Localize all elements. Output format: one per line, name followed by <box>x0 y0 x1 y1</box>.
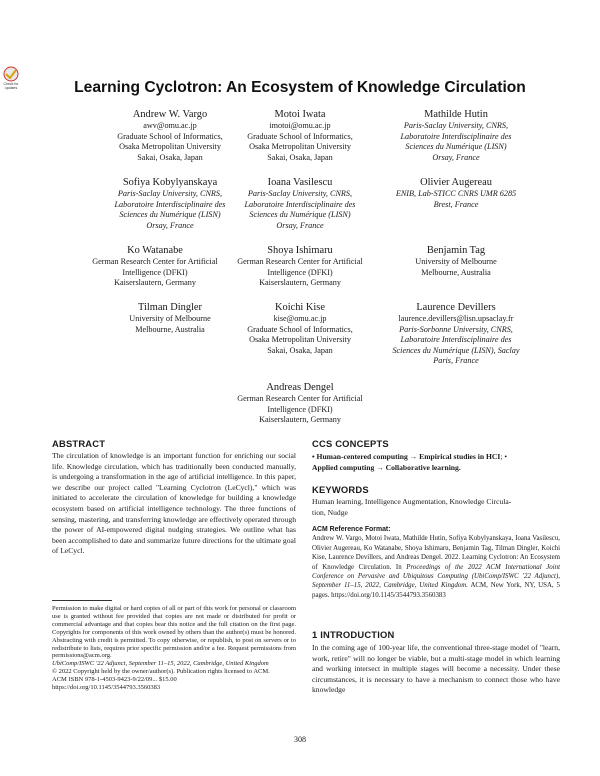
author-name: Laurence Devillers <box>416 302 496 313</box>
author-email[interactable]: imotoi@omu.ac.jp <box>269 121 331 130</box>
reference-authors: Andrew W. Vargo, Motoi Iwata, Mathilde Hutin, Sofiya Kobylyanskaya, Ioana Vasilescu, Olivier Augereau, Ko Watanabe, Shoya Ishimaru, Benjamin Tag, Tilman Dingler, Koichi Kise, Laurence Devillers, and Andreas Dengel. 2022. Learning Cyclotron: An Ecosystem of Knowledge Circulation. In <box>312 535 560 571</box>
reference-format <box>312 525 560 600</box>
author-name: Sofiya Kobylyanskaya <box>122 177 218 188</box>
author-block <box>366 176 546 210</box>
author-affiliation: Paris-Saclay University, CNRS, <box>403 121 509 130</box>
author-affiliation: University of Melbourne <box>129 314 211 323</box>
author-location: Sakai, Osaka, Japan <box>137 152 203 162</box>
author-block <box>366 301 546 367</box>
permission-text: Permission to make digital or hard copies of all or part of this work for personal or classroom use is granted without fee provided that copies are not made or distributed for profit or commercial advantage and that copies bear this notice and the full citation on the first page. Copyrights for components of this work owned by others than the author(s) must be honored. Abstracting with credit is permitted. To copy otherwise, or republish, to post on servers or to redistribute to lists, requires prior specific permission and/or a fee. Request permissions from permissions@acm.org. <box>52 605 296 660</box>
ccs-heading: CCS CONCEPTS <box>312 438 389 449</box>
author-name: Mathilde Hutin <box>424 109 488 120</box>
ccs-text <box>312 452 560 473</box>
author-block <box>210 176 390 231</box>
author-name: Benjamin Tag <box>426 245 486 256</box>
author-name: Ko Watanabe <box>127 245 183 256</box>
author-block <box>210 301 390 356</box>
author-affiliation: Paris-Saclay University, CNRS, <box>117 189 223 198</box>
keywords-line: Human learning, Intelligence Augmentation, Knowledge Circula- <box>312 497 512 506</box>
author-affiliation: Intelligence (DFKI) <box>267 404 333 414</box>
doi-link[interactable]: https://doi.org/10.1145/3544793.3560383 <box>52 684 161 692</box>
author-affiliation: Intelligence (DFKI) <box>267 267 333 277</box>
footnote-divider <box>52 600 112 601</box>
author-name: Andreas Dengel <box>266 382 334 393</box>
paper-title: Learning Cyclotron: An Ecosystem of Knowledge Circulation <box>74 79 526 96</box>
author-location: Kaiserslautern, Germany <box>259 278 341 288</box>
author-name: Shoya Ishimaru <box>267 245 333 256</box>
author-name: Andrew W. Vargo <box>132 109 208 120</box>
ccs-concept[interactable]: Applied computing → Collaborative learning. <box>312 462 461 472</box>
author-affiliation: Graduate School of Informatics, <box>247 324 353 334</box>
introduction-text: In the coming age of 100-year life, the conventional three-stage model of "learn, work, retire" will no longer be viable, but a multi-stage model in which learning and working intersect in multiple stages will become a necessity. Under these circumstances, it is necessary to have a mechanism to connect those who have knowledge <box>312 643 560 695</box>
author-location: Kaiserslautern, Germany <box>114 278 196 288</box>
author-affiliation: German Research Center for Artificial <box>92 257 218 266</box>
abstract-text: The circulation of knowledge is an important function for enriching our social life. Knowledge circulation, which has traditionally been conducted manually, is undergoing a transformation in the age of artificial intelligence. In this paper, we describe our project called "Learning Cyclotron (LeCycl)," which was initiated to accelerate the circulation of knowledge for building a knowledge ecosystem based on artificial intelligence technology. The three functions of sensing, mastering, and transferring knowledge are effectively operated through the power of AI-empowered digital nudging strategies. We outline what has been accomplished to date and summarize future directions for the ultimate goal of LeCycl. <box>52 451 296 556</box>
introduction-heading: 1 INTRODUCTION <box>312 629 395 640</box>
author-affiliation: Laboratoire Interdisciplinaire des <box>400 131 512 141</box>
author-affiliation: Sciences du Numérique (LISN), Saclay <box>392 345 520 355</box>
ccs-concept[interactable]: • Human-centered computing → Empirical studies in HCI <box>312 452 501 461</box>
author-affiliation: Paris-Sorbonne University, CNRS, <box>399 324 513 334</box>
author-affiliation: Paris-Saclay University, CNRS, <box>247 189 353 198</box>
reference-heading: ACM Reference Format: <box>312 526 391 533</box>
badge-line1: Check for <box>3 82 19 86</box>
author-affiliation: Sciences du Numérique (LISN) <box>405 142 507 152</box>
author-location: Paris, France <box>433 356 479 366</box>
author-location: Orsay, France <box>146 220 194 230</box>
keywords-line: tion, Nudge <box>312 507 348 517</box>
author-affiliation: Graduate School of Informatics, <box>117 131 223 141</box>
abstract-heading: ABSTRACT <box>52 438 106 449</box>
author-email[interactable]: kise@omu.ac.jp <box>273 314 327 323</box>
author-name: Koichi Kise <box>275 302 325 313</box>
author-affiliation: Intelligence (DFKI) <box>122 267 188 277</box>
author-block <box>366 108 546 163</box>
author-name: Tilman Dingler <box>138 302 202 313</box>
author-location: Melbourne, Australia <box>135 324 205 334</box>
author-email[interactable]: laurence.devillers@lisn.upsaclay.fr <box>398 314 514 323</box>
keywords-heading: KEYWORDS <box>312 484 369 495</box>
author-email[interactable]: awv@omu.ac.jp <box>143 121 197 130</box>
permission-block <box>52 605 296 692</box>
author-block <box>366 244 546 278</box>
author-location: Brest, France <box>433 199 479 209</box>
keywords-text <box>312 497 560 518</box>
author-location: Sakai, Osaka, Japan <box>267 345 333 355</box>
reference-proceedings: Proceedings of the 2022 ACM International Joint Conference on Pervasive and Ubiquitous Computing (UbiComp/ISWC '22 Adjunct), September 11–15, 2022, Cambridge, United Kingdom. <box>312 563 560 590</box>
author-block <box>195 381 405 426</box>
author-affiliation: Sciences du Numérique (LISN) <box>249 210 351 220</box>
author-affiliation: Laboratoire Interdisciplinaire des <box>114 199 226 209</box>
author-affiliation: German Research Center for Artificial <box>237 394 363 403</box>
isbn-line: ACM ISBN 978-1-4503-9423-9/22/09... $15.00 <box>52 676 177 684</box>
author-location: Sakai, Osaka, Japan <box>267 152 333 162</box>
reference-tail[interactable]: ACM, New York, NY, USA, 5 pages. https://doi.org/10.1145/3544793.3560383 <box>312 582 560 599</box>
author-affiliation: Osaka Metropolitan University <box>249 335 351 345</box>
author-location: Orsay, France <box>432 152 480 162</box>
author-affiliation: Laboratoire Interdisciplinaire des <box>244 199 356 209</box>
author-affiliation: Osaka Metropolitan University <box>119 142 221 152</box>
author-affiliation: Sciences du Numérique (LISN) <box>119 210 221 220</box>
author-affiliation: Graduate School of Informatics, <box>247 131 353 141</box>
ccs-separator: ; • <box>500 452 508 461</box>
author-affiliation: Laboratoire Interdisciplinaire des <box>400 335 512 345</box>
author-affiliation: German Research Center for Artificial <box>237 257 363 266</box>
venue-line: UbiComp/ISWC '22 Adjunct, September 11–15, 2022, Cambridge, United Kingdom <box>52 660 269 668</box>
author-affiliation: Osaka Metropolitan University <box>249 142 351 152</box>
author-location: Orsay, France <box>276 220 324 230</box>
author-affiliation: ENIB, Lab-STICC CNRS UMR 6285 <box>395 189 517 198</box>
author-location: Melbourne, Australia <box>421 267 491 277</box>
author-affiliation: University of Melbourne <box>415 257 497 266</box>
copyright-line: © 2022 Copyright held by the owner/author(s). Publication rights licensed to ACM. <box>52 668 270 676</box>
badge-line2: updates <box>4 86 18 90</box>
page-number: 308 <box>294 735 306 744</box>
author-location: Kaiserslautern, Germany <box>259 415 341 425</box>
author-block <box>210 108 390 163</box>
author-name: Olivier Augereau <box>420 177 492 188</box>
author-name: Ioana Vasilescu <box>267 177 333 188</box>
author-name: Motoi Iwata <box>274 109 326 120</box>
